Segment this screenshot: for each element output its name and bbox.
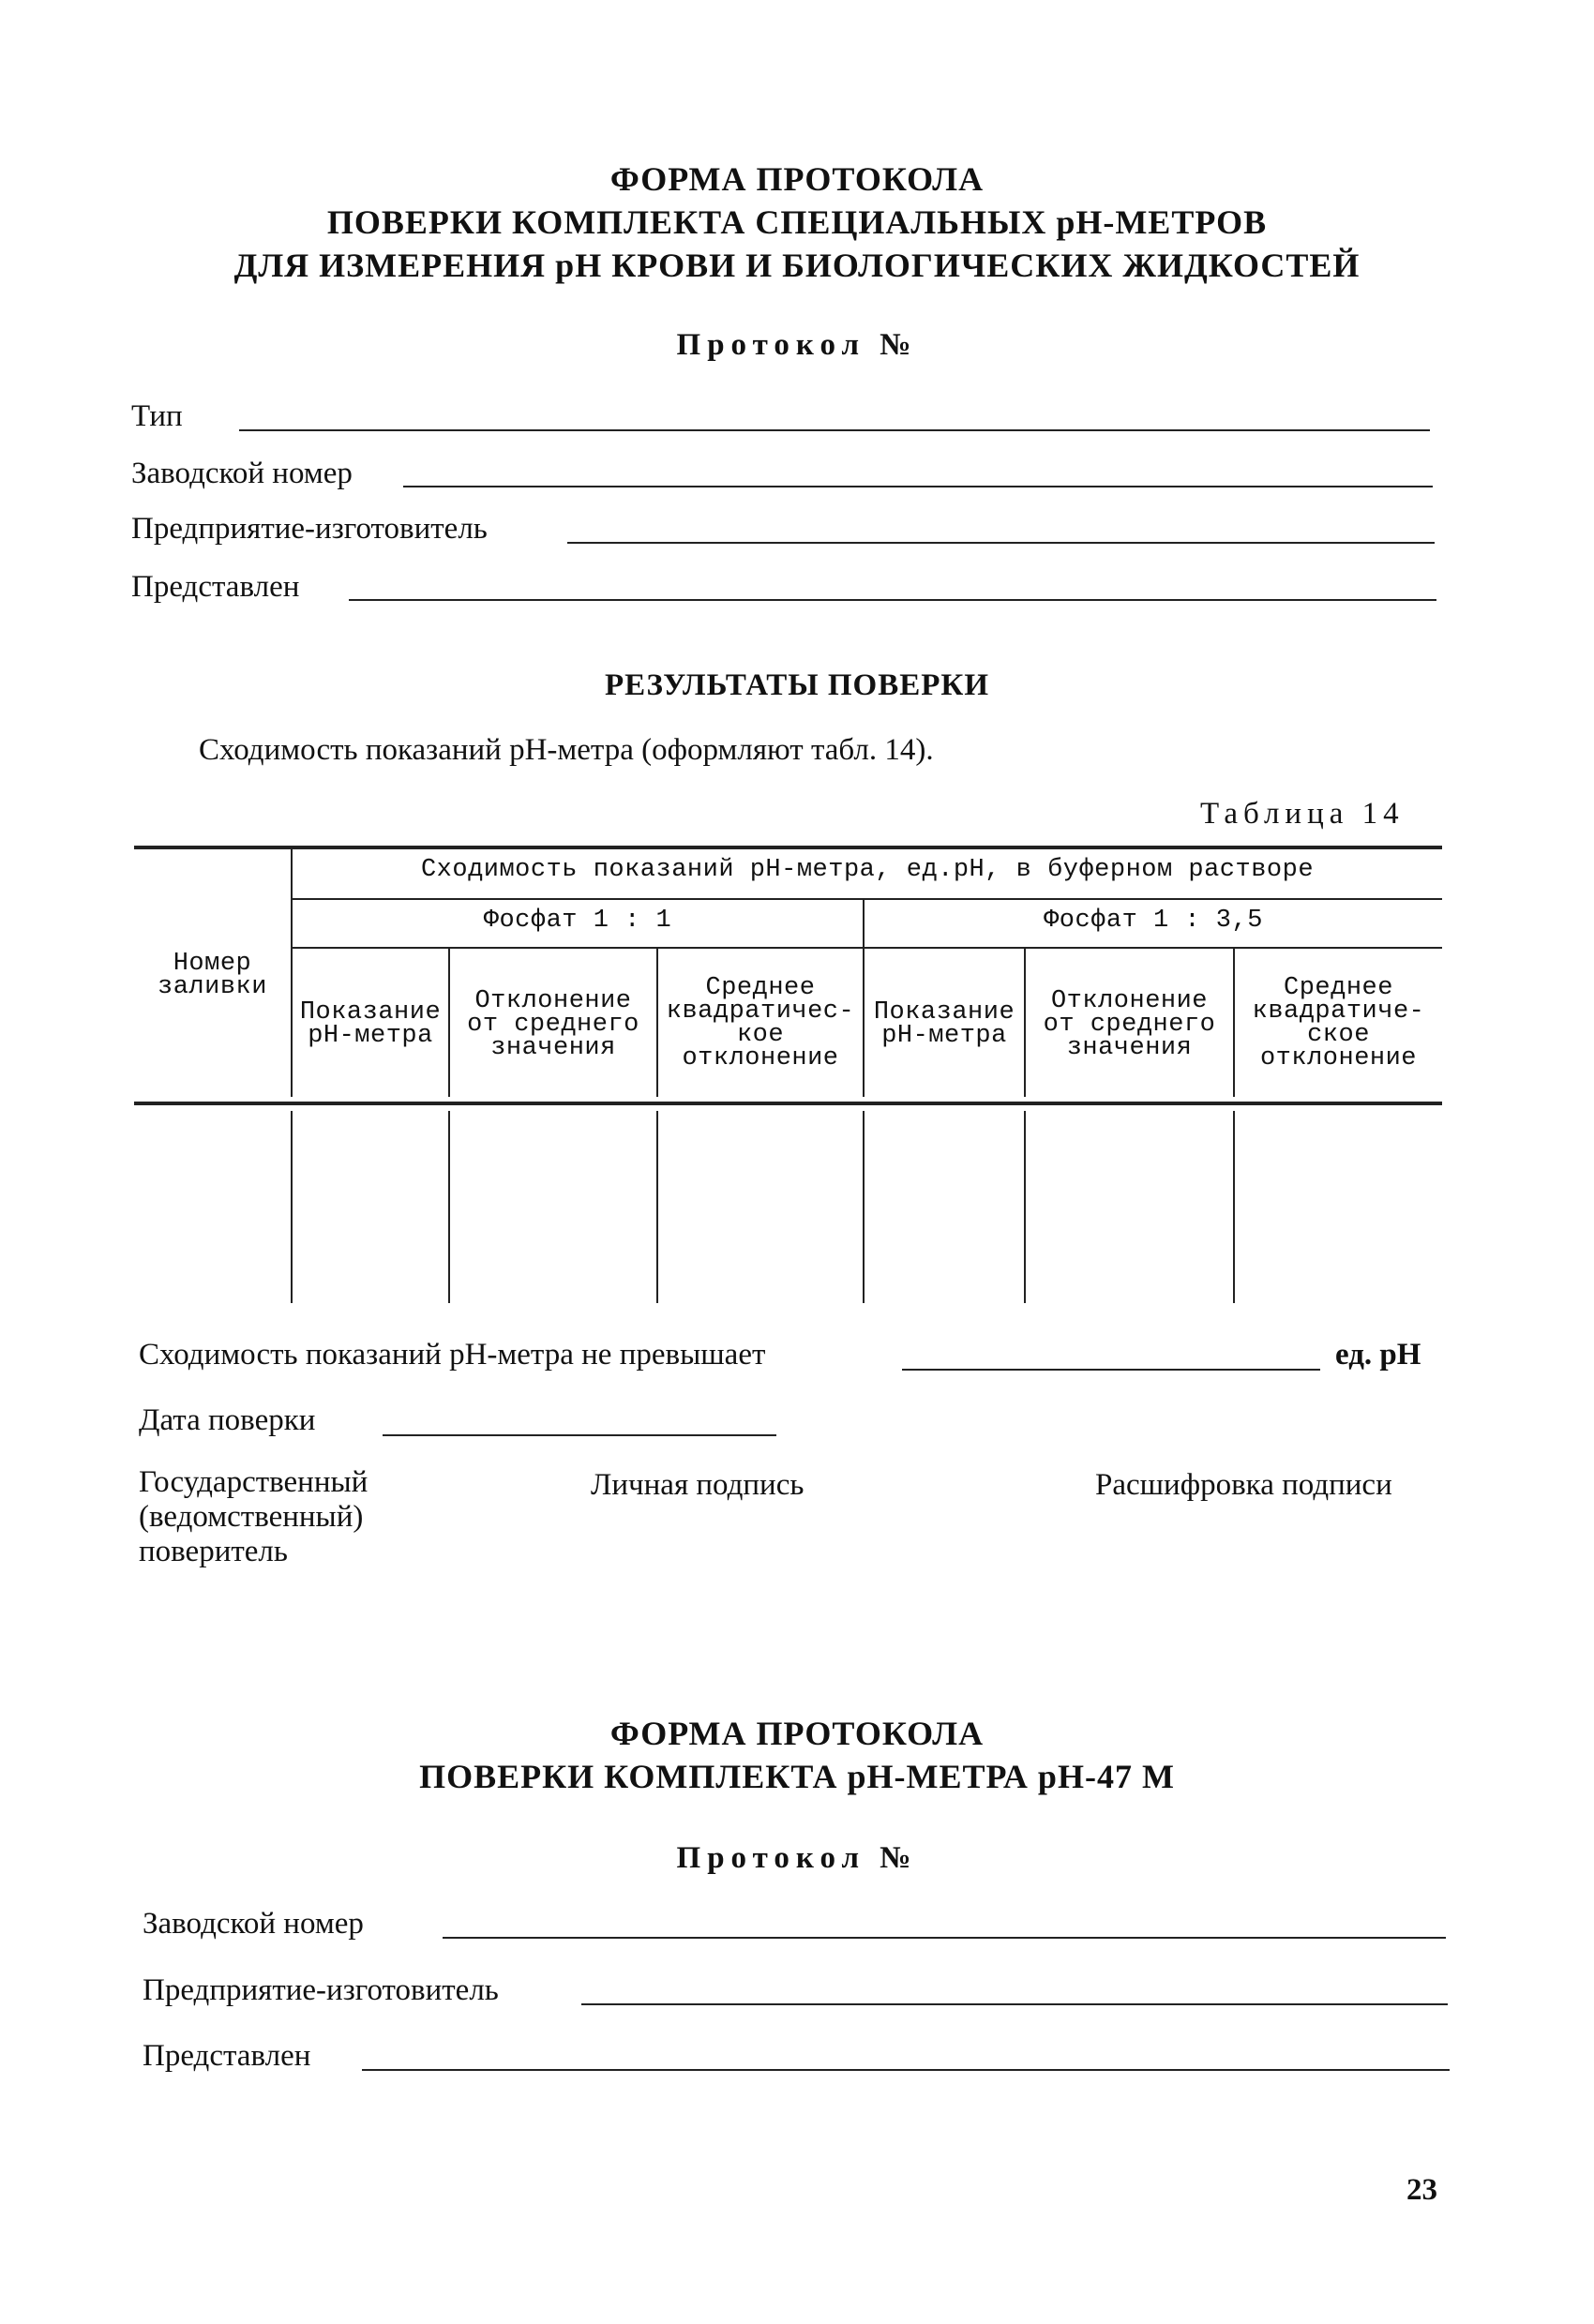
field-serial-line[interactable] <box>403 486 1433 487</box>
col-deviation-1: Отклонение от среднего значения <box>467 987 639 1062</box>
table-row-header: Номер заливки <box>158 950 267 1001</box>
convergence-label: Сходимость показаний рН-метра не превышает <box>139 1338 766 1372</box>
table-body-vline-1 <box>291 1111 293 1303</box>
table-body-vline-2 <box>448 1111 450 1303</box>
form1-title-line-2: ПОВЕРКИ КОМПЛЕКТА СПЕЦИАЛЬНЫХ рН-МЕТРОВ <box>326 203 1268 241</box>
results-heading: РЕЗУЛЬТАТЫ ПОВЕРКИ <box>604 668 990 702</box>
field-manufacturer-line[interactable] <box>567 542 1435 544</box>
form2-field-manufacturer-line[interactable] <box>581 2003 1448 2005</box>
date-label: Дата поверки <box>139 1403 316 1437</box>
form1-title-line-3: ДЛЯ ИЗМЕРЕНИЯ рН КРОВИ И БИОЛОГИЧЕСКИХ ЖИДКОСТЕЙ <box>233 247 1361 284</box>
field-manufacturer-label: Предприятие-изготовитель <box>131 512 488 546</box>
col-deviation-2: Отклонение от среднего значения <box>1043 987 1216 1062</box>
table-top-rule <box>134 846 1442 849</box>
form1-protocol-label: Протокол № <box>676 328 918 362</box>
form2-field-serial-line[interactable] <box>443 1937 1446 1939</box>
field-type-line[interactable] <box>239 429 1430 431</box>
table-body-vline-3 <box>656 1111 658 1303</box>
col-std-2: Среднее квадратиче- ское отклонение <box>1252 974 1425 1072</box>
form2-field-manufacturer-label: Предприятие-изготовитель <box>143 1973 499 2007</box>
form2-title-line-2: ПОВЕРКИ КОМПЛЕКТА рН-МЕТРА рН-47 М <box>419 1758 1175 1795</box>
form2-field-submitted-line[interactable] <box>362 2069 1450 2071</box>
table-subgroup-2: Фосфат 1 : 3,5 <box>1044 907 1263 935</box>
table-group-header: Сходимость показаний рН-метра, ед.рН, в буферном растворе <box>420 856 1315 884</box>
table-subgroup-rule <box>291 947 1442 949</box>
table-body-vline-6 <box>1233 1111 1235 1303</box>
col-std-1: Среднее квадратичес- кое отклонение <box>666 974 855 1072</box>
table-body-vline-4 <box>863 1111 865 1303</box>
signature-decoding: Расшифровка подписи <box>1095 1468 1392 1502</box>
signature-personal: Личная подпись <box>591 1468 805 1502</box>
field-submitted-label: Представлен <box>131 570 300 604</box>
form2-field-serial-label: Заводской номер <box>143 1907 364 1941</box>
page-number: 23 <box>1406 2173 1437 2207</box>
field-type-label: Тип <box>131 399 183 433</box>
table-subgroup-1: Фосфат 1 : 1 <box>483 907 672 935</box>
form2-field-submitted-label: Представлен <box>143 2039 311 2073</box>
field-serial-label: Заводской номер <box>131 457 353 490</box>
table-header-bottom-rule <box>134 1102 1442 1105</box>
form2-protocol-label: Протокол № <box>676 1841 918 1875</box>
col-reading-1: Показание рН-метра <box>299 998 442 1050</box>
form2-title-line-1: ФОРМА ПРОТОКОЛА <box>609 1715 985 1752</box>
field-submitted-line[interactable] <box>349 599 1436 601</box>
table-caption: Таблица 14 <box>1200 797 1405 831</box>
table-group-rule <box>291 898 1442 900</box>
col-reading-2: Показание рН-метра <box>873 998 1015 1050</box>
table-vline-rowheader <box>291 849 293 1097</box>
table-body-vline-5 <box>1024 1111 1026 1303</box>
date-line[interactable] <box>383 1434 776 1436</box>
signature-verifier: Государственный (ведомственный) поверитель <box>139 1465 368 1568</box>
form1-title-line-1: ФОРМА ПРОТОКОЛА <box>609 160 985 198</box>
convergence-line[interactable] <box>902 1369 1320 1371</box>
convergence-unit: ед. рН <box>1335 1338 1421 1372</box>
results-text: Сходимость показаний рН-метра (оформляют табл. 14). <box>199 733 934 767</box>
